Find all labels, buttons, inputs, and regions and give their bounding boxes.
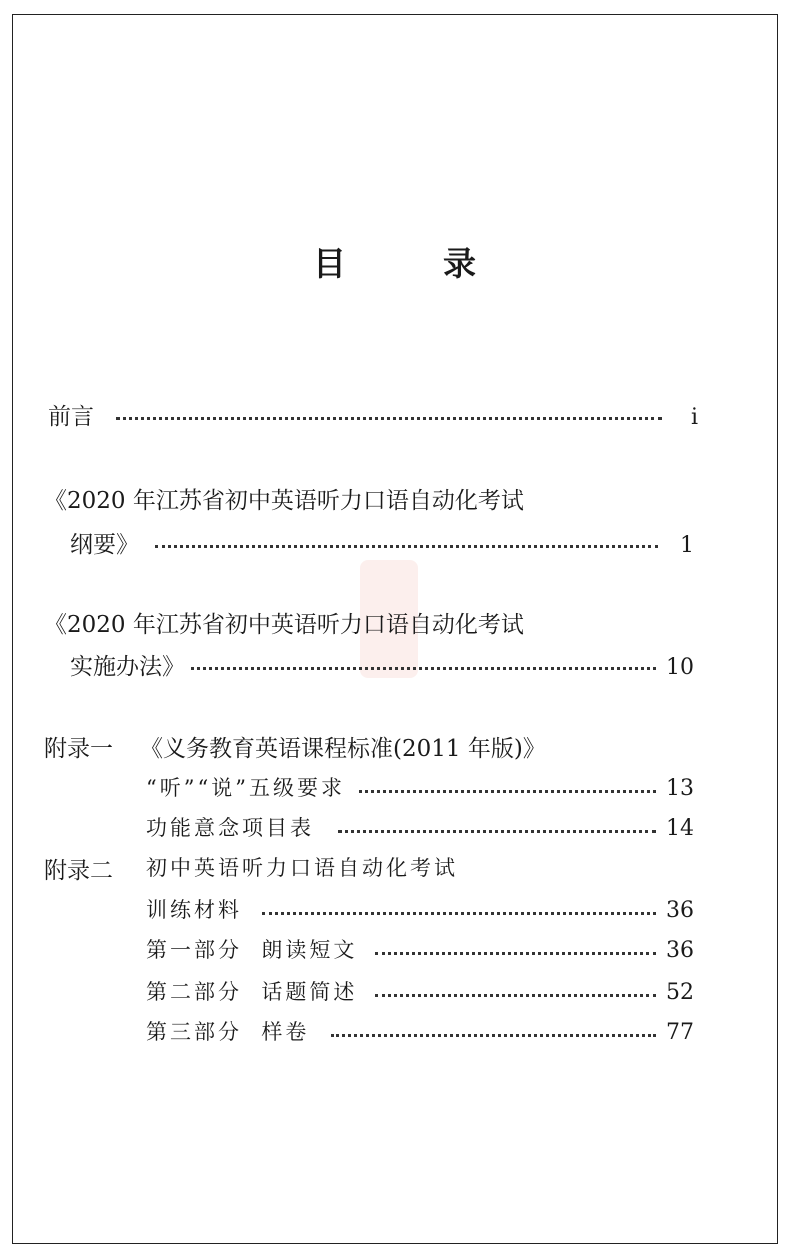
toc-entry-label: 训练材料: [146, 898, 242, 922]
toc-entry-label: 前言: [48, 404, 94, 430]
toc-entry-appendix2-item: [146, 894, 694, 924]
page-title: [0, 238, 790, 285]
toc-entry-outline-line1: 《2020 年江苏省初中英语听力口语自动化考试: [44, 488, 524, 514]
toc-entry-label: “听”“说”五级要求: [146, 776, 345, 800]
toc-entry-appendix1-item: [146, 772, 694, 802]
toc-entry-preface: [48, 398, 698, 431]
toc-page-number: 36: [666, 938, 694, 963]
leader-dots: [116, 417, 662, 420]
toc-entry-label: 第二部分 话题简述: [146, 980, 358, 1004]
title-char-2: 录: [443, 244, 477, 283]
toc-page-number: 13: [666, 776, 694, 801]
leader-dots: [262, 912, 656, 915]
toc-entry-outline: [70, 526, 694, 559]
leader-dots: [191, 667, 656, 670]
toc-page-number: 1: [680, 533, 694, 558]
toc-entry-implementation: [70, 648, 694, 681]
toc-entry-appendix2-item: [146, 976, 694, 1006]
toc-page-number: 14: [666, 816, 694, 841]
leader-dots: [331, 1034, 656, 1037]
leader-dots: [359, 790, 656, 793]
toc-entry-appendix2-item: [146, 934, 694, 964]
appendix1-label: 附录一: [44, 736, 113, 762]
title-char-1: 目: [313, 244, 347, 283]
toc-page-number: 52: [666, 980, 694, 1005]
toc-entry-label: 功能意念项目表: [146, 816, 314, 840]
appendix2-heading: 初中英语听力口语自动化考试: [146, 856, 458, 880]
toc-page-number: 36: [666, 898, 694, 923]
toc-entry-appendix2-item: [146, 1016, 694, 1046]
toc-entry-label: 第三部分 样卷: [146, 1020, 310, 1044]
toc-entry-implementation-line1: 《2020 年江苏省初中英语听力口语自动化考试: [44, 612, 524, 638]
toc-page-number: 10: [666, 655, 694, 680]
toc-entry-appendix1-item: [146, 812, 694, 842]
leader-dots: [155, 545, 658, 548]
toc-entry-label: 实施办法》: [70, 654, 185, 680]
toc-page-number: i: [690, 405, 698, 430]
toc-page-number: 77: [666, 1020, 694, 1045]
leader-dots: [375, 994, 656, 997]
appendix1-heading: 《义务教育英语课程标准(2011 年版)》: [140, 736, 546, 762]
toc-entry-label: 纲要》: [70, 532, 139, 558]
leader-dots: [375, 952, 656, 955]
leader-dots: [338, 830, 656, 833]
appendix2-label: 附录二: [44, 858, 113, 884]
toc-entry-label: 第一部分 朗读短文: [146, 938, 358, 962]
